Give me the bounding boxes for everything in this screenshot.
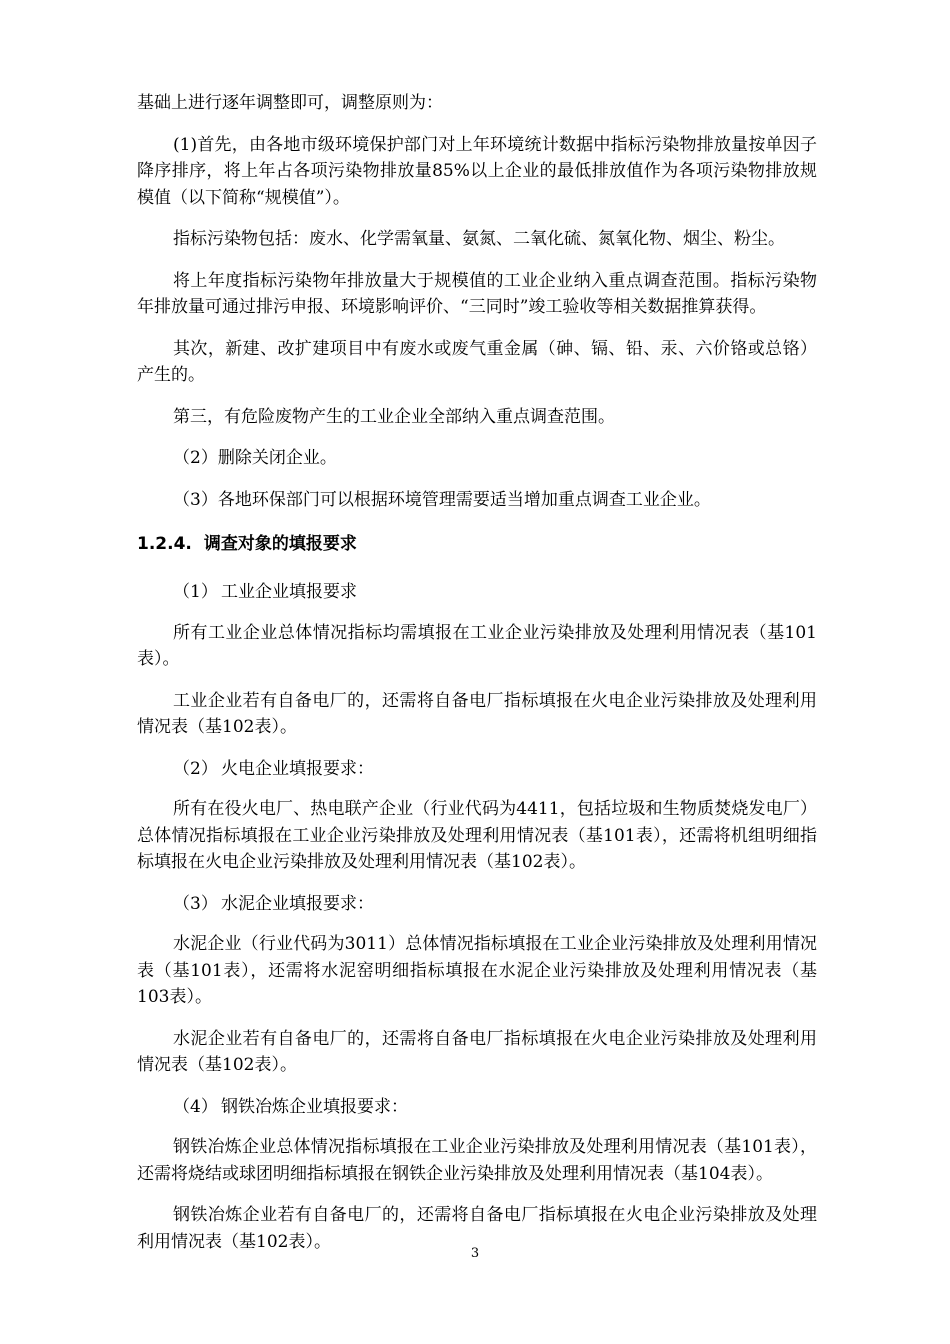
item-number: （3） xyxy=(173,893,218,914)
page-number: 3 xyxy=(470,1246,480,1261)
paragraph: （3）各地环保部门可以根据环境管理需要适当增加重点调查工业企业。 xyxy=(173,489,711,510)
item-title: 火电企业填报要求： xyxy=(221,758,374,779)
paragraph: 钢铁冶炼企业总体情况指标填报在工业企业污染排放及处理利用情况表（基101表），还需将烧结或球团明细指标填报在钢铁企业污染排放及处理利用情况表（基104表）。 xyxy=(137,1137,817,1184)
paragraph: 所有工业企业总体情况指标均需填报在工业企业污染排放及处理利用情况表（基101表）。 xyxy=(137,622,817,669)
paragraph: 所有在役火电厂、热电联产企业（行业代码为4411，包括垃圾和生物质焚烧发电厂）总体情况指标填报在工业企业污染排放及处理利用情况表（基101表），还需将机组明细指标填报在火电企业污染排放及处理利用情况表（基102表）。 xyxy=(137,799,817,872)
paragraph: 水泥企业（行业代码为3011）总体情况指标填报在工业企业污染排放及处理利用情况表（基101表），还需将水泥窑明细指标填报在水泥企业污染排放及处理利用情况表（基103表）。 xyxy=(137,934,817,1007)
paragraph: 钢铁冶炼企业若有自备电厂的，还需将自备电厂指标填报在火电企业污染排放及处理利用情况表（基102表）。 xyxy=(137,1205,817,1252)
item-title: 水泥企业填报要求： xyxy=(221,893,374,914)
paragraph: （2）删除关闭企业。 xyxy=(173,448,337,468)
paragraph: 第三，有危险废物产生的工业企业全部纳入重点调查范围。 xyxy=(173,406,615,427)
item-number: （1） xyxy=(173,582,218,602)
section-title: 调查对象的填报要求 xyxy=(203,534,357,554)
paragraph: 其次，新建、改扩建项目中有废水或废气重金属（砷、镉、铅、汞、六价铬或总铬）产生的。 xyxy=(137,338,817,385)
item-number: （2） xyxy=(173,758,218,779)
paragraph: 基础上进行逐年调整即可，调整原则为： xyxy=(137,93,443,113)
page-content xyxy=(137,90,817,1270)
item-heading xyxy=(137,756,817,783)
item-title: 工业企业填报要求 xyxy=(221,582,357,602)
paragraph: 将上年度指标污染物年排放量大于规模值的工业企业纳入重点调查范围。指标污染物年排放量可通过排污申报、环境影响评价、“三同时”竣工验收等相关数据推算获得。 xyxy=(137,270,817,317)
paragraph: 工业企业若有自备电厂的，还需将自备电厂指标填报在火电企业污染排放及处理利用情况表（基102表）。 xyxy=(137,690,817,737)
item-number: （4） xyxy=(173,1096,218,1117)
paragraph: 水泥企业若有自备电厂的，还需将自备电厂指标填报在火电企业污染排放及处理利用情况表（基102表）。 xyxy=(137,1028,817,1075)
item-heading xyxy=(137,1094,817,1121)
item-heading xyxy=(137,891,817,918)
item-title: 钢铁冶炼企业填报要求： xyxy=(221,1096,408,1117)
paragraph: 指标污染物包括：废水、化学需氧量、氨氮、二氧化硫、氮氧化物、烟尘、粉尘。 xyxy=(173,229,785,249)
paragraph: (1)首先，由各地市级环境保护部门对上年环境统计数据中指标污染物排放量按单因子降序排序，将上年占各项污染物排放量85%以上企业的最低排放值作为各项污染物排放规模值（以下简称“规模值”）。 xyxy=(137,134,817,208)
section-number: 1.2.4. xyxy=(137,534,192,554)
item-heading xyxy=(137,579,817,606)
section-heading xyxy=(137,531,817,557)
